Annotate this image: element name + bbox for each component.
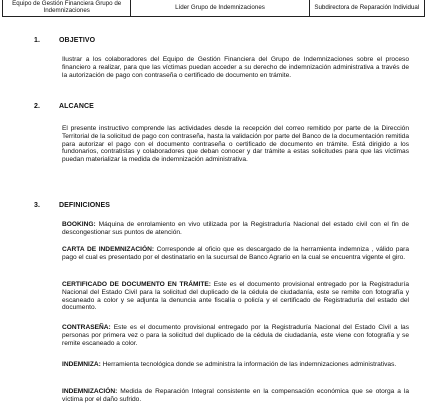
definition-text: Este es el documento provisional entregado por la Registraduría Nacional del Estado Civil a las personas por primera vez o para la solicitud del duplicado de la cédula de ciudadanía, este viene con fotografía y se remite escaneado a color. — [62, 324, 409, 347]
approval-header-table — [2, 0, 425, 17]
section-heading: OBJETIVO — [59, 37, 96, 44]
definition-item — [62, 221, 409, 237]
definition-item — [62, 281, 409, 312]
section-title-alcance — [34, 103, 94, 110]
header-cell-reviewed: Líder Grupo de Indemnizaciones — [131, 0, 309, 16]
header-cell-prepared: Equipo de Gestión Financiera Grupo de Indemnizaciones — [3, 0, 131, 16]
definition-text: Herramienta tecnológica donde se administra la información de las indemnizaciones administrativas. — [100, 361, 397, 368]
definition-term: CONTRASEÑA: — [62, 324, 111, 331]
section-heading: ALCANCE — [59, 103, 94, 110]
section-number: 1. — [34, 37, 41, 44]
definition-term: BOOKING: — [62, 221, 96, 228]
definition-item — [62, 246, 409, 262]
definition-text: Medida de Reparación Integral consistente en la compensación económica que se otorga a la víctima por el daño sufrido. — [62, 388, 409, 403]
definition-text: Máquina de enrolamiento en vivo utilizada por la Registraduría Nacional del estado civil con el fin de descongestionar sus puntos de atención. — [62, 221, 409, 236]
alcance-paragraph: El presente instructivo comprende las actividades desde la recepción del correo remitido por parte de la Dirección Territorial de la solicitud de pago con contraseña, hasta la validación por parte del Banco de la documentación remitida para autorizar el pago con el documento contraseña o certificado de documento en trámite. Está dirigido a los fundonarios, contratistas y colaboradores que deban conocer y dar trámite a estas solicitudes para que las víctimas puedan materializar la medida de indemnización administrativa. — [62, 125, 409, 164]
section-title-definiciones — [34, 202, 110, 209]
definition-term: INDEMNIZACIÓN: — [62, 388, 118, 395]
definition-text: Corresponde al oficio que es descargado de la herramienta indemniza , válido para pago el cual es presentado por el destinatario en la sucursal de Banco Agrario en la cual se encuentra vigente el giro. — [62, 246, 409, 261]
section-title-objetivo — [34, 37, 95, 44]
definition-item — [62, 324, 409, 347]
definition-term: CARTA DE INDEMNIZACIÓN: — [62, 246, 155, 253]
header-cell-approved: Subdirectora de Reparación Individual — [314, 3, 420, 11]
section-number: 3. — [34, 202, 41, 209]
section-heading: DEFINICIONES — [59, 202, 110, 209]
definition-term: INDEMNIZA: — [62, 361, 101, 368]
definition-item — [62, 388, 409, 404]
section-number: 2. — [34, 103, 41, 110]
objetivo-paragraph: Ilustrar a los colaboradores del Equipo de Gestión Financiera del Grupo de Indemnizaciones sobre el proceso financiero a realizar, para que las víctimas puedan acceder a su derecho de indemnización administrativa a través de la autorización de pago con contraseña o certificado de documento en trámite. — [62, 56, 409, 79]
definition-text: Este es el documento provisional entregado por la Registraduría Nacional del Estado Civil para la solicitud del duplicado de la cédula de ciudadanía, este se remite con fotografía y escaneado a color y se adjunta la denuncia ante fiscalía o policía y el certificado de Registraduría del estado del documento. — [62, 281, 409, 312]
definition-item — [62, 361, 409, 369]
definition-term: CERTIFICADO DE DOCUMENTO EN TRÁMITE: — [62, 281, 211, 288]
